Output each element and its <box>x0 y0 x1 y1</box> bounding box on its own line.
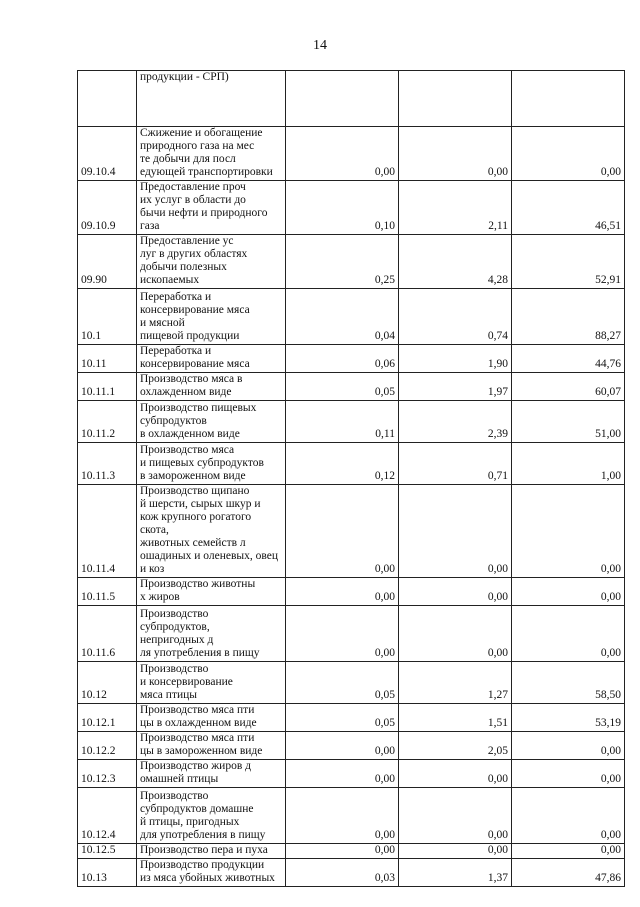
table-row <box>78 71 625 127</box>
row-value-2: 2,11 <box>399 181 512 235</box>
row-name: Производство продукции из мяса убойных животных <box>137 859 286 887</box>
row-value-3: 0,00 <box>512 578 625 606</box>
table-row <box>78 181 625 235</box>
row-value-2 <box>399 71 512 127</box>
table-row <box>78 788 625 844</box>
row-value-3: 0,00 <box>512 788 625 844</box>
table-row <box>78 606 625 662</box>
row-code: 10.12.5 <box>78 844 137 859</box>
data-table <box>77 70 625 887</box>
row-name: Производство мяса и пищевых субпродуктов в замороженном виде <box>137 443 286 485</box>
row-value-2: 0,71 <box>399 443 512 485</box>
row-code: 10.11 <box>78 345 137 373</box>
row-value-1: 0,05 <box>286 373 399 401</box>
row-code: 10.12 <box>78 662 137 704</box>
row-code: 10.12.3 <box>78 760 137 788</box>
row-code: 10.12.1 <box>78 704 137 732</box>
row-code: 10.11.1 <box>78 373 137 401</box>
row-code: 10.12.2 <box>78 732 137 760</box>
row-code: 09.10.9 <box>78 181 137 235</box>
row-value-1: 0,00 <box>286 732 399 760</box>
row-value-1: 0,25 <box>286 235 399 289</box>
row-value-1: 0,00 <box>286 578 399 606</box>
row-name: Производство и консервирование мяса птицы <box>137 662 286 704</box>
table-row <box>78 859 625 887</box>
row-name: Производство пищевых субпродуктов в охлажденном виде <box>137 401 286 443</box>
row-value-3: 53,19 <box>512 704 625 732</box>
row-value-2: 0,00 <box>399 127 512 181</box>
row-value-2: 1,37 <box>399 859 512 887</box>
table-row <box>78 578 625 606</box>
row-value-3: 0,00 <box>512 760 625 788</box>
row-value-3: 58,50 <box>512 662 625 704</box>
row-value-1: 0,04 <box>286 289 399 345</box>
row-value-2: 4,28 <box>399 235 512 289</box>
row-value-2: 0,00 <box>399 844 512 859</box>
row-code: 10.12.4 <box>78 788 137 844</box>
row-value-3 <box>512 71 625 127</box>
row-code: 09.10.4 <box>78 127 137 181</box>
row-value-2: 2,39 <box>399 401 512 443</box>
table-row <box>78 760 625 788</box>
row-code: 10.1 <box>78 289 137 345</box>
row-name: Производство мяса пти цы в замороженном виде <box>137 732 286 760</box>
row-value-2: 1,90 <box>399 345 512 373</box>
row-value-2: 0,00 <box>399 578 512 606</box>
row-value-1: 0,05 <box>286 704 399 732</box>
row-value-3: 88,27 <box>512 289 625 345</box>
row-value-3: 0,00 <box>512 127 625 181</box>
row-value-1 <box>286 71 399 127</box>
row-value-2: 0,00 <box>399 788 512 844</box>
row-value-3: 52,91 <box>512 235 625 289</box>
row-value-3: 60,07 <box>512 373 625 401</box>
row-value-2: 0,00 <box>399 485 512 578</box>
table-row <box>78 485 625 578</box>
table-row <box>78 662 625 704</box>
table-row <box>78 127 625 181</box>
row-value-2: 1,97 <box>399 373 512 401</box>
table-row <box>78 373 625 401</box>
row-value-3: 47,86 <box>512 859 625 887</box>
row-name: Производство пера и пуха <box>137 844 286 859</box>
table-row <box>78 401 625 443</box>
page-number: 14 <box>313 38 327 53</box>
row-code: 10.13 <box>78 859 137 887</box>
row-code: 10.11.4 <box>78 485 137 578</box>
row-value-3: 44,76 <box>512 345 625 373</box>
row-value-2: 1,27 <box>399 662 512 704</box>
table-row <box>78 732 625 760</box>
row-name: Переработка и консервирование мяса <box>137 345 286 373</box>
row-value-1: 0,00 <box>286 606 399 662</box>
row-name: Производство мяса пти цы в охлажденном виде <box>137 704 286 732</box>
row-name: Сжижение и обогащение природного газа на мес те добычи для посл едующей транспортировки <box>137 127 286 181</box>
row-value-1: 0,06 <box>286 345 399 373</box>
row-value-1: 0,11 <box>286 401 399 443</box>
table-row <box>78 704 625 732</box>
row-name: Производство субпродуктов, непригодных д ля употребления в пищу <box>137 606 286 662</box>
row-value-3: 0,00 <box>512 732 625 760</box>
row-value-2: 0,74 <box>399 289 512 345</box>
table-row <box>78 289 625 345</box>
row-name: Производство мяса в охлажденном виде <box>137 373 286 401</box>
row-value-1: 0,00 <box>286 760 399 788</box>
row-name: продукции - СРП) <box>137 71 286 127</box>
row-value-3: 0,00 <box>512 844 625 859</box>
row-value-2: 2,05 <box>399 732 512 760</box>
row-name: Предоставление ус луг в других областях добычи полезных ископаемых <box>137 235 286 289</box>
table-row <box>78 235 625 289</box>
row-value-1: 0,05 <box>286 662 399 704</box>
row-code: 10.11.2 <box>78 401 137 443</box>
table-row <box>78 844 625 859</box>
row-value-3: 1,00 <box>512 443 625 485</box>
row-code: 10.11.5 <box>78 578 137 606</box>
table-row <box>78 443 625 485</box>
row-code <box>78 71 137 127</box>
row-name: Производство жиров д омашней птицы <box>137 760 286 788</box>
row-value-1: 0,10 <box>286 181 399 235</box>
row-value-1: 0,00 <box>286 844 399 859</box>
row-value-1: 0,00 <box>286 788 399 844</box>
row-code: 10.11.3 <box>78 443 137 485</box>
row-value-3: 51,00 <box>512 401 625 443</box>
row-name: Производство щипано й шерсти, сырых шкур и кож крупного рогатого скота, животных семейств л ошадиных и оленевых, овец и коз <box>137 485 286 578</box>
row-name: Производство субпродуктов домашне й птицы, пригодных для употребления в пищу <box>137 788 286 844</box>
row-name: Производство животны х жиров <box>137 578 286 606</box>
row-value-3: 46,51 <box>512 181 625 235</box>
row-code: 10.11.6 <box>78 606 137 662</box>
row-value-1: 0,00 <box>286 127 399 181</box>
row-value-1: 0,12 <box>286 443 399 485</box>
row-value-2: 0,00 <box>399 606 512 662</box>
row-value-3: 0,00 <box>512 485 625 578</box>
row-value-3: 0,00 <box>512 606 625 662</box>
row-value-1: 0,00 <box>286 485 399 578</box>
row-value-2: 0,00 <box>399 760 512 788</box>
row-name: Переработка и консервирование мяса и мясной пищевой продукции <box>137 289 286 345</box>
table-row <box>78 345 625 373</box>
row-code: 09.90 <box>78 235 137 289</box>
row-value-1: 0,03 <box>286 859 399 887</box>
row-name: Предоставление проч их услуг в области до бычи нефти и природного газа <box>137 181 286 235</box>
row-value-2: 1,51 <box>399 704 512 732</box>
